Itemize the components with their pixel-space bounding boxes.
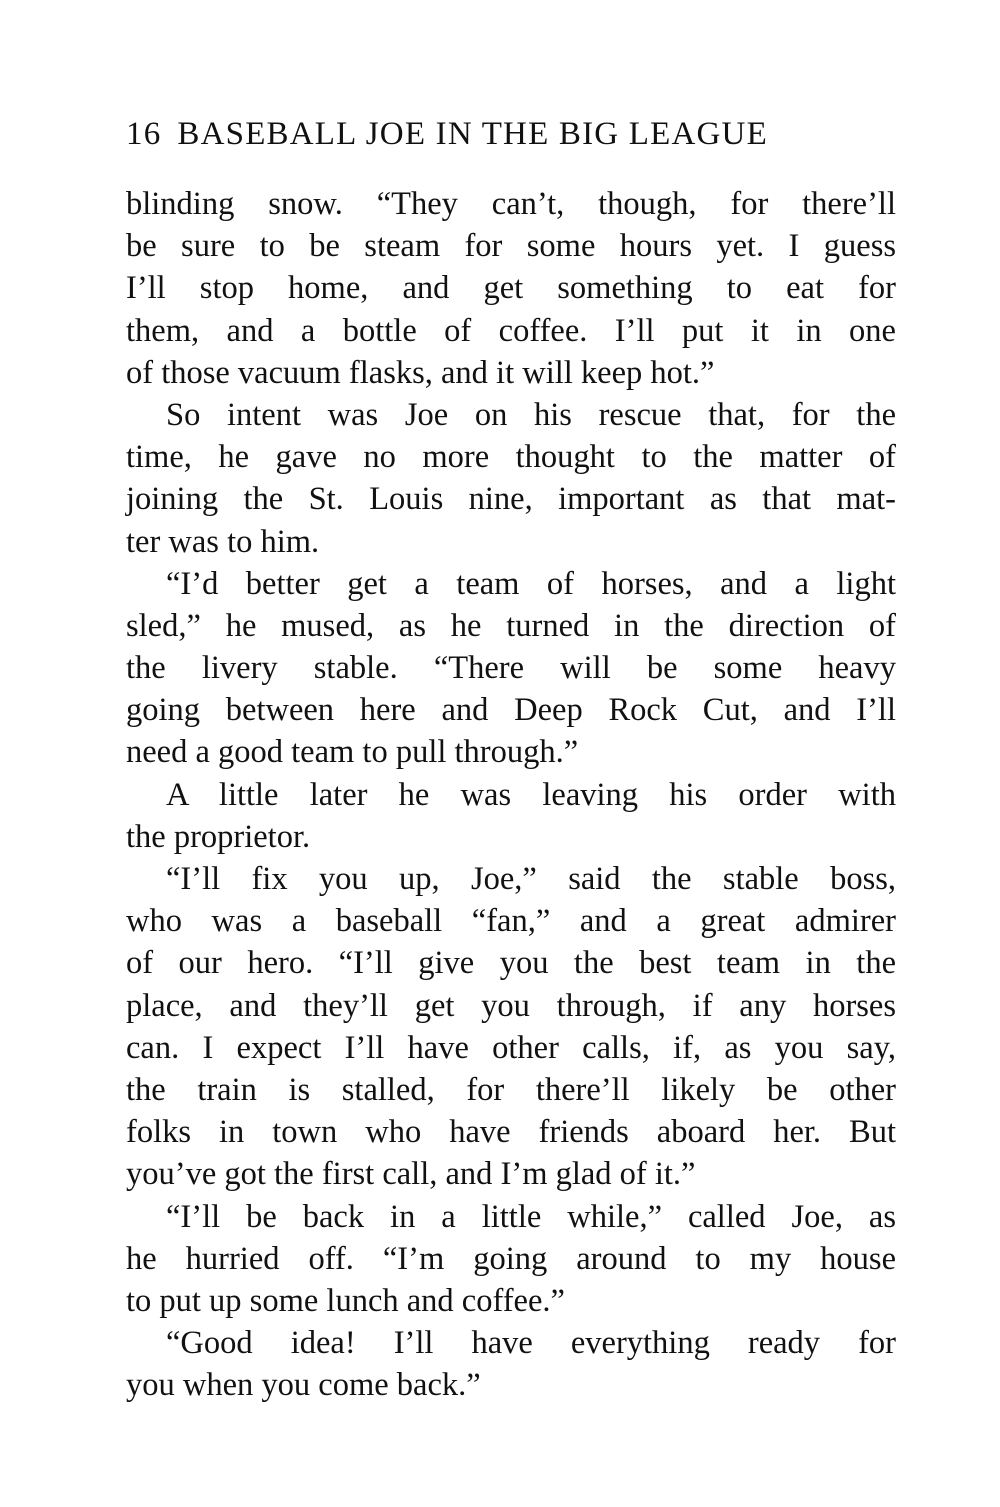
text-line: the train is stalled, for there’ll likely be other: [126, 1071, 896, 1108]
running-title: BASEBALL JOE IN THE BIG LEAGUE: [177, 116, 768, 152]
text-line: folks in town who have friends aboard her. But: [126, 1114, 896, 1151]
text-line: of those vacuum flasks, and it will keep hot.”: [126, 354, 715, 391]
text-line: sled,” he mused, as he turned in the direction of: [126, 607, 896, 644]
text-line: place, and they’ll get you through, if any horses: [126, 987, 896, 1024]
text-line: “I’ll fix you up, Joe,” said the stable boss,: [166, 861, 896, 897]
body-text: [126, 183, 896, 1406]
text-line: A little later he was leaving his order with: [166, 776, 896, 813]
text-line: time, he gave no more thought to the matter of: [126, 439, 896, 476]
text-line: blinding snow. “They can’t, though, for there’ll: [126, 186, 896, 222]
text-line: them, and a bottle of coffee. I’ll put it in one: [126, 312, 896, 349]
text-line: “I’d better get a team of horses, and a light: [166, 565, 896, 602]
text-line: to put up some lunch and coffee.”: [126, 1282, 565, 1319]
text-line: I’ll stop home, and get something to eat for: [126, 270, 896, 307]
text-line: you when you come back.”: [126, 1367, 481, 1404]
text-line: So intent was Joe on his rescue that, for the: [166, 396, 896, 433]
running-head: [126, 112, 896, 156]
text-line: can. I expect I’ll have other calls, if, as you say,: [126, 1029, 896, 1066]
text-line: of our hero. “I’ll give you the best team in the: [126, 945, 896, 982]
text-line: “I’ll be back in a little while,” called Joe, as: [166, 1198, 896, 1235]
text-line: joining the St. Louis nine, important as that mat-: [126, 481, 896, 518]
text-line: he hurried off. “I’m going around to my house: [126, 1240, 896, 1277]
text-line: “Good idea! I’ll have everything ready for: [166, 1325, 896, 1362]
text-line: going between here and Deep Rock Cut, and I’ll: [126, 692, 896, 729]
text-line: be sure to be steam for some hours yet. I guess: [126, 228, 896, 265]
page-number: 16: [126, 116, 162, 152]
text-line: the livery stable. “There will be some heavy: [126, 650, 896, 687]
text-line: need a good team to pull through.”: [126, 734, 579, 771]
text-line: ter was to him.: [126, 523, 320, 560]
text-line: the proprietor.: [126, 818, 311, 855]
text-line: you’ve got the first call, and I’m glad of it.”: [126, 1156, 696, 1193]
text-line: who was a baseball “fan,” and a great admirer: [126, 903, 896, 940]
